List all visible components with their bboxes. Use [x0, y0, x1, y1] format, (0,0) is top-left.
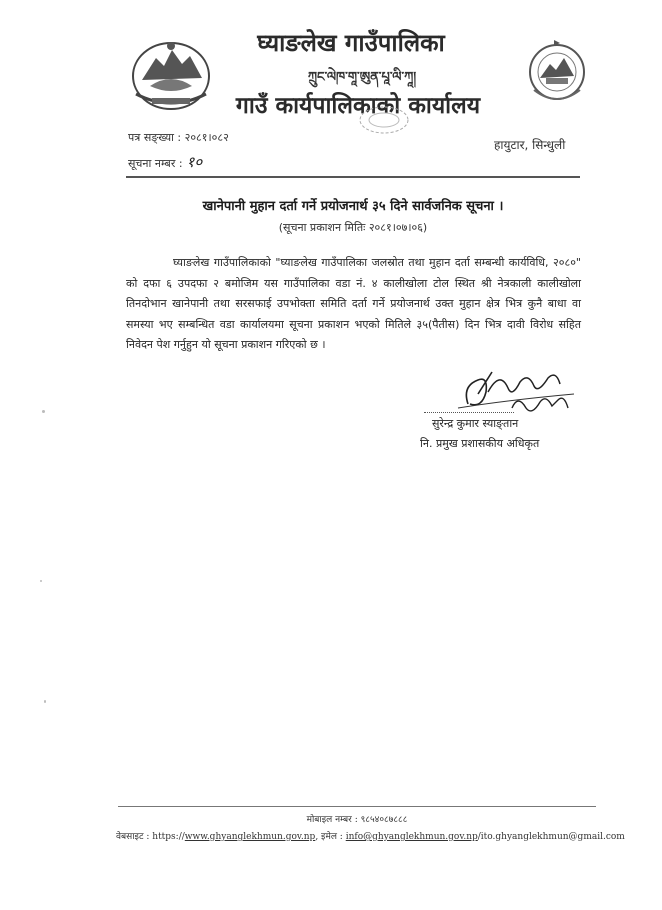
scan-speck [40, 580, 42, 582]
notice-number-row [128, 152, 202, 172]
email-extra: /ito.ghyanglekhmun@gmail.com [477, 832, 625, 842]
footer-phone: मोबाइल नम्बर : ९८५४०८७८८८ [306, 815, 408, 825]
signer-title: नि. प्रमुख प्रशासकीय अधिकृत [420, 437, 540, 450]
website-link[interactable]: www.ghyanglekhmun.gov.np [184, 832, 316, 842]
office-title-line2: गाउँ कार्यपालिकाको कार्यालय [235, 92, 481, 119]
header-divider [126, 176, 580, 178]
office-address: हायुटार, सिन्धुली [494, 138, 566, 152]
notice-number-label: सूचना नम्बर : [128, 157, 183, 170]
signer-name: सुरेन्द्र कुमार स्याङ्तान [432, 417, 519, 430]
email-link[interactable]: info@ghyanglekhmun.gov.np [345, 832, 478, 842]
footer-contact [116, 829, 625, 842]
handwritten-signature-icon [448, 364, 588, 422]
notice-body: घ्याङलेख गाउँपालिकाको "घ्याङलेख गाउँपालिका जलस्रोत तथा मुहान दर्ता सम्बन्धी कार्यविधि, २०८०" को दफा ६ उपदफा २ बमोजिम यस गाउँपालिका वडा नं. ४ कालीखोला टोल स्थित श्री नेत्रकाली कालीखोला तिनदोभान खानेपानी तथा सरसफाई उपभोक्ता समिति दर्ता गर्ने प्रयोजनार्थ उक्त मुहान क्षेत्र भित्र कुनै बाधा वा समस्या भए सम्बन्धित वडा कार्यालयमा सूचना प्रकाशन भएको मितिले ३५(पैतीस) दिन भित्र दावी विरोध सहित निवेदन पेश गर्नुहुन यो सूचना प्रकाशन गरिएको छ । [126, 256, 581, 351]
nepal-emblem-icon [128, 36, 214, 112]
reference-number: पत्र सङ्ख्या : २०८१।०८२ [128, 131, 229, 144]
footer-divider [118, 806, 596, 807]
office-title-line1: घ्याङलेख गाउँपालिका [257, 28, 445, 57]
publish-date: (सूचना प्रकाशन मितिः २०८१।०७।०६) [278, 221, 428, 234]
email-label: , इमेल : [315, 832, 343, 842]
scan-speck [42, 410, 45, 413]
notice-number-value: १० [186, 153, 203, 171]
signature-dotted-line [424, 412, 514, 413]
notice-heading: खानेपानी मुहान दर्ता गर्ने प्रयोजनार्थ ३५ दिने सार्वजनिक सूचना । [202, 199, 504, 214]
faint-stamp-icon [356, 104, 412, 136]
office-title-tibetan: ཀྲུང་ལེཁ་གཱ་ཨུན་པཱ་ལི་ཀཱ། [307, 70, 417, 85]
website-label: वेबसाइट : https:// [116, 832, 185, 842]
scan-speck [44, 700, 46, 703]
municipality-logo-icon [524, 40, 590, 108]
